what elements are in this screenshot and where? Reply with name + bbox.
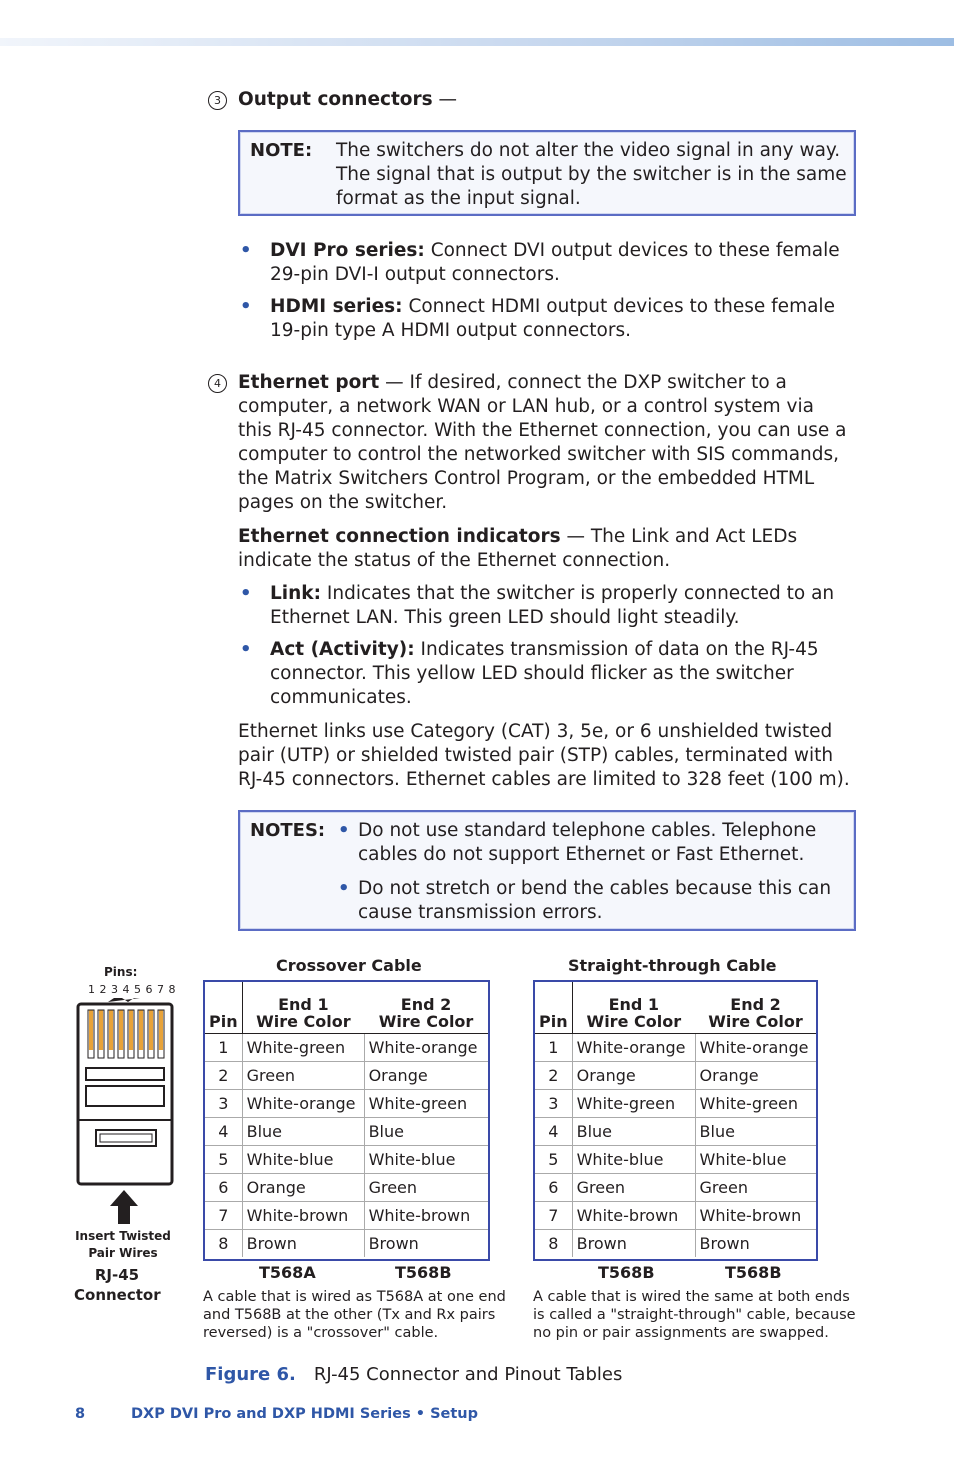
bullet-text: communicates.	[270, 687, 412, 708]
end2-sub: Wire Color	[378, 1011, 474, 1031]
connector-name-line: RJ-45	[94, 1266, 140, 1284]
table-row	[205, 1201, 488, 1229]
end1-sub: Wire Color	[256, 1011, 351, 1031]
end1-label: End 1	[278, 994, 329, 1014]
end2-header	[695, 982, 816, 1033]
straight-title: Straight-through Cable	[568, 956, 777, 975]
bullet-bold: DVI Pro series:	[270, 240, 425, 261]
para-text: — If desired, connect the DXP switcher to a	[379, 372, 787, 393]
end1-label: End 1	[608, 994, 660, 1014]
end2-cell: Blue	[695, 1117, 816, 1145]
pin-cell: 2	[535, 1061, 572, 1089]
header-gradient-bar	[0, 38, 954, 46]
bullet-text: Indicates that the switcher is properly connected to an	[321, 583, 835, 604]
straight-foot-end1: T568B	[598, 1263, 655, 1282]
end1-cell: Orange	[242, 1173, 364, 1201]
table-row	[535, 1173, 816, 1201]
end1-cell: White-blue	[242, 1145, 364, 1173]
section3-heading	[238, 88, 457, 112]
note-line: Do not use standard telephone cables. Telephone	[358, 820, 817, 841]
rj45-connector-icon	[74, 996, 176, 1226]
table-row	[535, 1117, 816, 1145]
end2-cell: Green	[695, 1173, 816, 1201]
table-row	[535, 1089, 816, 1117]
end1-cell: Green	[572, 1173, 695, 1201]
end2-sub: Wire Color	[708, 1011, 803, 1031]
end2-cell: Brown	[695, 1229, 816, 1257]
pin-cell: 6	[535, 1173, 572, 1201]
table-row	[205, 1117, 488, 1145]
connector-name-line: Connector	[74, 1286, 161, 1304]
figure-label: Figure 6.	[205, 1364, 296, 1385]
pin-cell: 6	[205, 1173, 242, 1201]
pin-cell: 5	[535, 1145, 572, 1173]
para-line: the Matrix Switchers Control Program, or the embedded HTML	[238, 468, 815, 489]
end2-cell: White-orange	[695, 1033, 816, 1061]
end2-cell: Orange	[364, 1061, 488, 1089]
insert-label	[72, 1228, 174, 1262]
output-connectors-heading: Output connectors	[238, 89, 433, 110]
bullet-bold: HDMI series:	[270, 296, 403, 317]
end1-cell: White-brown	[242, 1201, 364, 1229]
callout-3-icon: 3	[208, 91, 227, 110]
end1-cell: White-brown	[572, 1201, 695, 1229]
end1-cell: Orange	[572, 1061, 695, 1089]
connector-name	[74, 1265, 160, 1305]
insert-line: Insert Twisted	[75, 1229, 171, 1243]
pin-cell: 1	[205, 1033, 242, 1061]
crossover-caption	[203, 1288, 513, 1342]
end1-cell: White-green	[242, 1033, 364, 1061]
table-header-row	[535, 982, 816, 1033]
pin-cell: 1	[535, 1033, 572, 1061]
para-line: computer, a network WAN or LAN hub, or a control system via	[238, 396, 814, 417]
end2-cell: Blue	[364, 1117, 488, 1145]
table-row	[535, 1229, 816, 1257]
end2-cell: Orange	[695, 1061, 816, 1089]
bullet-text: Connect HDMI output devices to these female	[402, 296, 835, 317]
para-line: pair (UTP) or shielded twisted pair (STP) cables, terminated with	[238, 745, 834, 766]
crossover-table-frame	[203, 980, 490, 1261]
end2-cell: White-green	[364, 1089, 488, 1117]
note-item	[358, 819, 850, 867]
ethernet-port-heading: Ethernet port	[238, 372, 380, 393]
para-line: this RJ-45 connector. With the Ethernet connection, you can use a	[238, 420, 847, 441]
pin-cell: 5	[205, 1145, 242, 1173]
footer-title: DXP DVI Pro and DXP HDMI Series • Setup	[131, 1406, 478, 1422]
bullet-text: Connect DVI output devices to these female	[424, 240, 840, 261]
indicators-paragraph	[238, 525, 850, 573]
end1-cell: Blue	[572, 1117, 695, 1145]
bullet-icon: •	[338, 878, 350, 899]
end2-cell: White-blue	[695, 1145, 816, 1173]
straight-table	[535, 982, 816, 1257]
caption-line: and T568B at the other (Tx and Rx pairs	[203, 1307, 496, 1323]
pin-cell: 3	[205, 1089, 242, 1117]
end1-cell: Brown	[572, 1229, 695, 1257]
bullet-bold: Link:	[270, 583, 322, 604]
bullet-bold: Act (Activity):	[270, 639, 415, 660]
end1-cell: Green	[242, 1061, 364, 1089]
end2-cell: Brown	[364, 1229, 488, 1257]
end2-header	[364, 982, 488, 1033]
pin-header: Pin	[205, 982, 242, 1033]
bullet-icon: •	[240, 296, 252, 317]
table-row	[205, 1173, 488, 1201]
end1-cell: White-orange	[572, 1033, 695, 1061]
note-line: The signal that is output by the switcher is in the same	[336, 164, 847, 185]
notes-box-cables	[238, 810, 856, 931]
straight-caption	[533, 1288, 863, 1342]
pin-cell: 8	[535, 1229, 572, 1257]
table-row	[205, 1033, 488, 1061]
bullet-dvi-pro	[270, 239, 850, 287]
table-row	[535, 1061, 816, 1089]
caption-line: is called a "straight-through" cable, because	[533, 1307, 856, 1323]
bullet-text: Indicates transmission of data on the RJ-45	[414, 639, 819, 660]
bullet-act	[270, 638, 850, 710]
para-line: RJ-45 connectors. Ethernet cables are limited to 328 feet (100 m).	[238, 769, 850, 790]
end1-cell: Blue	[242, 1117, 364, 1145]
end2-cell: White-green	[695, 1089, 816, 1117]
caption-line: no pin or pair assignments are swapped.	[533, 1325, 829, 1341]
note-line: cables do not support Ethernet or Fast Ethernet.	[358, 844, 805, 865]
end2-cell: Green	[364, 1173, 488, 1201]
caption-line: A cable that is wired the same at both ends	[533, 1289, 850, 1305]
para-line: indicate the status of the Ethernet connection.	[238, 550, 671, 571]
end2-label: End 2	[730, 994, 781, 1014]
note-box-output	[238, 130, 856, 216]
table-row	[205, 1089, 488, 1117]
cable-paragraph	[238, 720, 850, 792]
pin-cell: 8	[205, 1229, 242, 1257]
bullet-icon: •	[240, 639, 252, 660]
pins-label: Pins:	[104, 965, 138, 979]
table-row	[535, 1201, 816, 1229]
para-line: pages on the switcher.	[238, 492, 448, 513]
end1-sub: Wire Color	[586, 1011, 682, 1031]
figure-title: RJ-45 Connector and Pinout Tables	[313, 1364, 623, 1385]
note-line: The switchers do not alter the video signal in any way.	[336, 140, 841, 161]
pin-cell: 2	[205, 1061, 242, 1089]
straight-table-frame	[533, 980, 818, 1261]
pins-numbers: 1 2 3 4 5 6 7 8	[88, 983, 176, 996]
table-row	[535, 1145, 816, 1173]
table-row	[205, 1229, 488, 1257]
bullet-text: Ethernet LAN. This green LED should light steadily.	[270, 607, 740, 628]
pin-cell: 3	[535, 1089, 572, 1117]
bullet-icon: •	[338, 820, 350, 841]
page-number: 8	[75, 1406, 86, 1422]
crossover-title: Crossover Cable	[276, 956, 422, 975]
end1-header	[572, 982, 695, 1033]
bullet-text: connector. This yellow LED should flicker as the switcher	[270, 663, 794, 684]
note-line: cause transmission errors.	[358, 902, 603, 923]
crossover-table	[205, 982, 488, 1257]
end2-cell: White-blue	[364, 1145, 488, 1173]
bullet-hdmi	[270, 295, 850, 343]
pin-cell: 7	[535, 1201, 572, 1229]
end2-cell: White-orange	[364, 1033, 488, 1061]
bullet-text: 19-pin type A HDMI output connectors.	[270, 320, 631, 341]
pin-cell: 4	[205, 1117, 242, 1145]
caption-line: A cable that is wired as T568A at one end	[203, 1289, 506, 1305]
pin-cell: 4	[535, 1117, 572, 1145]
end1-cell: White-blue	[572, 1145, 695, 1173]
insert-line: Pair Wires	[88, 1246, 158, 1260]
pin-cell: 7	[205, 1201, 242, 1229]
note-text	[336, 139, 851, 211]
table-header-row	[205, 982, 488, 1033]
notes-label: NOTES:	[250, 820, 326, 841]
figure-caption	[205, 1364, 622, 1385]
heading-dash: —	[432, 89, 458, 110]
crossover-foot-end1: T568A	[259, 1263, 316, 1282]
note-line: Do not stretch or bend the cables because this can	[358, 878, 832, 899]
caption-line: reversed) is a "crossover" cable.	[203, 1325, 439, 1341]
end1-cell: White-green	[572, 1089, 695, 1117]
end2-cell: White-brown	[695, 1201, 816, 1229]
bullet-link	[270, 582, 850, 630]
end1-header	[242, 982, 364, 1033]
bullet-icon: •	[240, 240, 252, 261]
table-row	[205, 1145, 488, 1173]
table-row	[205, 1061, 488, 1089]
para-line: computer to control the networked switcher with SIS commands,	[238, 444, 840, 465]
end1-cell: Brown	[242, 1229, 364, 1257]
para-line: Ethernet links use Category (CAT) 3, 5e, or 6 unshielded twisted	[238, 721, 833, 742]
bullet-text: 29-pin DVI-I output connectors.	[270, 264, 560, 285]
callout-4-icon: 4	[208, 374, 227, 393]
note-line: format as the input signal.	[336, 188, 581, 209]
table-row	[535, 1033, 816, 1061]
pin-header: Pin	[535, 982, 572, 1033]
end1-cell: White-orange	[242, 1089, 364, 1117]
crossover-foot-end2: T568B	[395, 1263, 452, 1282]
bullet-icon: •	[240, 583, 252, 604]
end2-cell: White-brown	[364, 1201, 488, 1229]
ethernet-port-paragraph	[238, 371, 850, 515]
para-text: — The Link and Act LEDs	[560, 526, 798, 547]
note-item	[358, 877, 850, 925]
note-label: NOTE:	[250, 140, 313, 161]
straight-foot-end2: T568B	[725, 1263, 782, 1282]
end2-label: End 2	[400, 994, 452, 1014]
indicators-heading: Ethernet connection indicators	[238, 526, 561, 547]
